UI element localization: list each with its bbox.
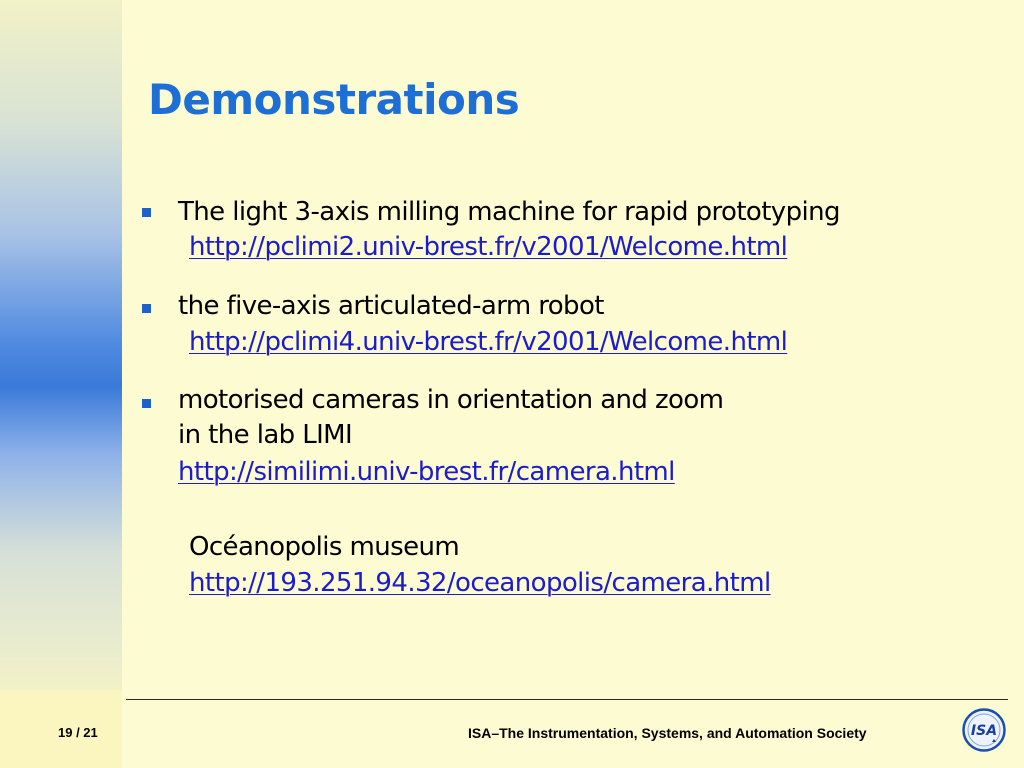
bullet-2-link[interactable]: http://pclimi4.univ-brest.fr/v2001/Welcome.html [189,327,788,357]
bullet-2-text: the five-axis articulated-arm robot [178,291,604,321]
oceanopolis-label: Océanopolis museum [189,532,460,562]
slide-title: Demonstrations [148,75,520,124]
bullet-1-text: The light 3-axis milling machine for rapid prototyping [178,197,840,227]
society-name: ISA–The Instrumentation, Systems, and Automation Society [468,725,867,741]
bullet-3-text-continued: in the lab LIMI [178,420,353,450]
isa-logo-text: ISA [970,723,998,739]
bullet-marker [142,399,151,408]
bullet-marker [142,304,151,313]
footer-divider [126,699,1008,700]
oceanopolis-link[interactable]: http://193.251.94.32/oceanopolis/camera.html [189,568,771,598]
page-number: 19 / 21 [58,725,98,740]
bullet-marker [142,208,151,217]
left-gradient-band [0,0,122,690]
bullet-3-text: motorised cameras in orientation and zoom [178,385,724,415]
bullet-1-link[interactable]: http://pclimi2.univ-brest.fr/v2001/Welcome.html [189,232,788,262]
isa-logo-icon [962,708,1006,752]
bullet-3-link[interactable]: http://similimi.univ-brest.fr/camera.html [178,457,675,487]
